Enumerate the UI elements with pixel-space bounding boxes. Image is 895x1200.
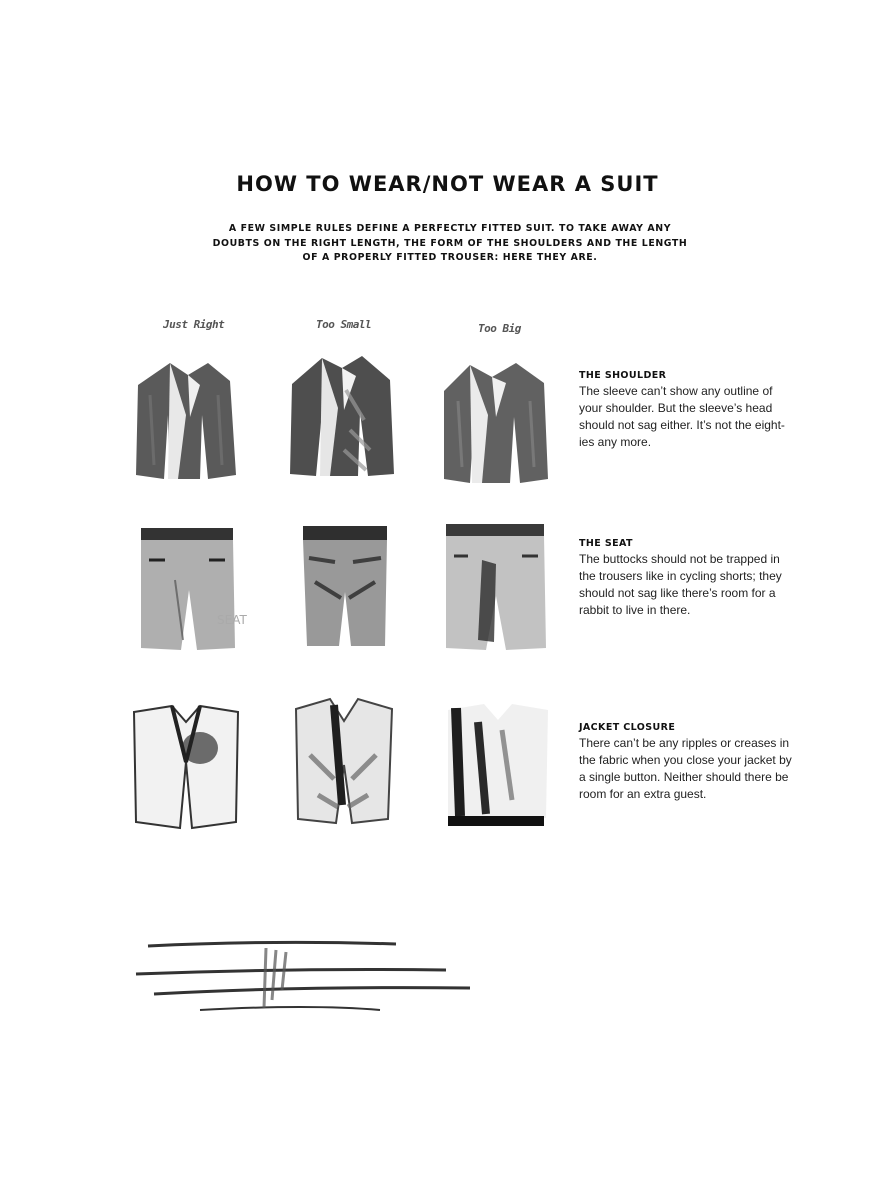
- rule-title-shoulder: THE SHOULDER: [579, 370, 667, 381]
- column-label-too-big: Too Big: [478, 322, 521, 335]
- rule-seat: [579, 538, 794, 619]
- trousers-seat-too-big-illustration: [442, 520, 552, 652]
- pinstripe-lines-illustration: [130, 930, 480, 1030]
- rule-title-jacket-closure: JACKET CLOSURE: [579, 722, 676, 733]
- jacket-shoulder-too-small-illustration: [286, 350, 398, 480]
- svg-text:SEAT: SEAT: [217, 613, 247, 627]
- jacket-closure-too-small-illustration: [288, 695, 400, 827]
- rule-text-jacket-closure: There can’t be any ripples or creases in the fabric when you close your jacket by a single button. Neither should there be room for an extra guest.: [579, 736, 792, 801]
- page-title: HOW TO WEAR/NOT WEAR A SUIT: [236, 172, 659, 196]
- trousers-seat-just-right-illustration: [135, 520, 255, 652]
- page-subtitle: A FEW SIMPLE RULES DEFINE A PERFECTLY FITTED SUIT. TO TAKE AWAY ANY DOUBTS ON THE RIGHT LENGTH, THE FORM OF THE SHOULDERS AND THE LENGTH OF A PROPERLY FITTED TROUSER: HERE THEY ARE.: [212, 223, 688, 263]
- column-label-just-right: Just Right: [163, 318, 225, 331]
- column-label-too-small: Too Small: [316, 318, 372, 331]
- rule-shoulder: [579, 370, 794, 451]
- rule-title-seat: THE SEAT: [579, 538, 633, 549]
- jacket-shoulder-too-big-illustration: [440, 355, 552, 485]
- rule-text-seat: The buttocks should not be trapped in the trousers like in cycling shorts; they should not sag like there’s room for a rabbit to live in there.: [579, 552, 782, 617]
- jacket-shoulder-just-right-illustration: [130, 355, 242, 483]
- jacket-closure-just-right-illustration: [130, 702, 242, 830]
- rule-jacket-closure: [579, 722, 794, 803]
- jacket-closure-too-big-illustration: [442, 700, 554, 830]
- rule-text-shoulder: The sleeve can’t show any outline of your shoulder. But the sleeve’s head should not sag either. It’s not the eight-ies any more.: [579, 384, 785, 449]
- trousers-seat-too-small-illustration: [295, 522, 395, 650]
